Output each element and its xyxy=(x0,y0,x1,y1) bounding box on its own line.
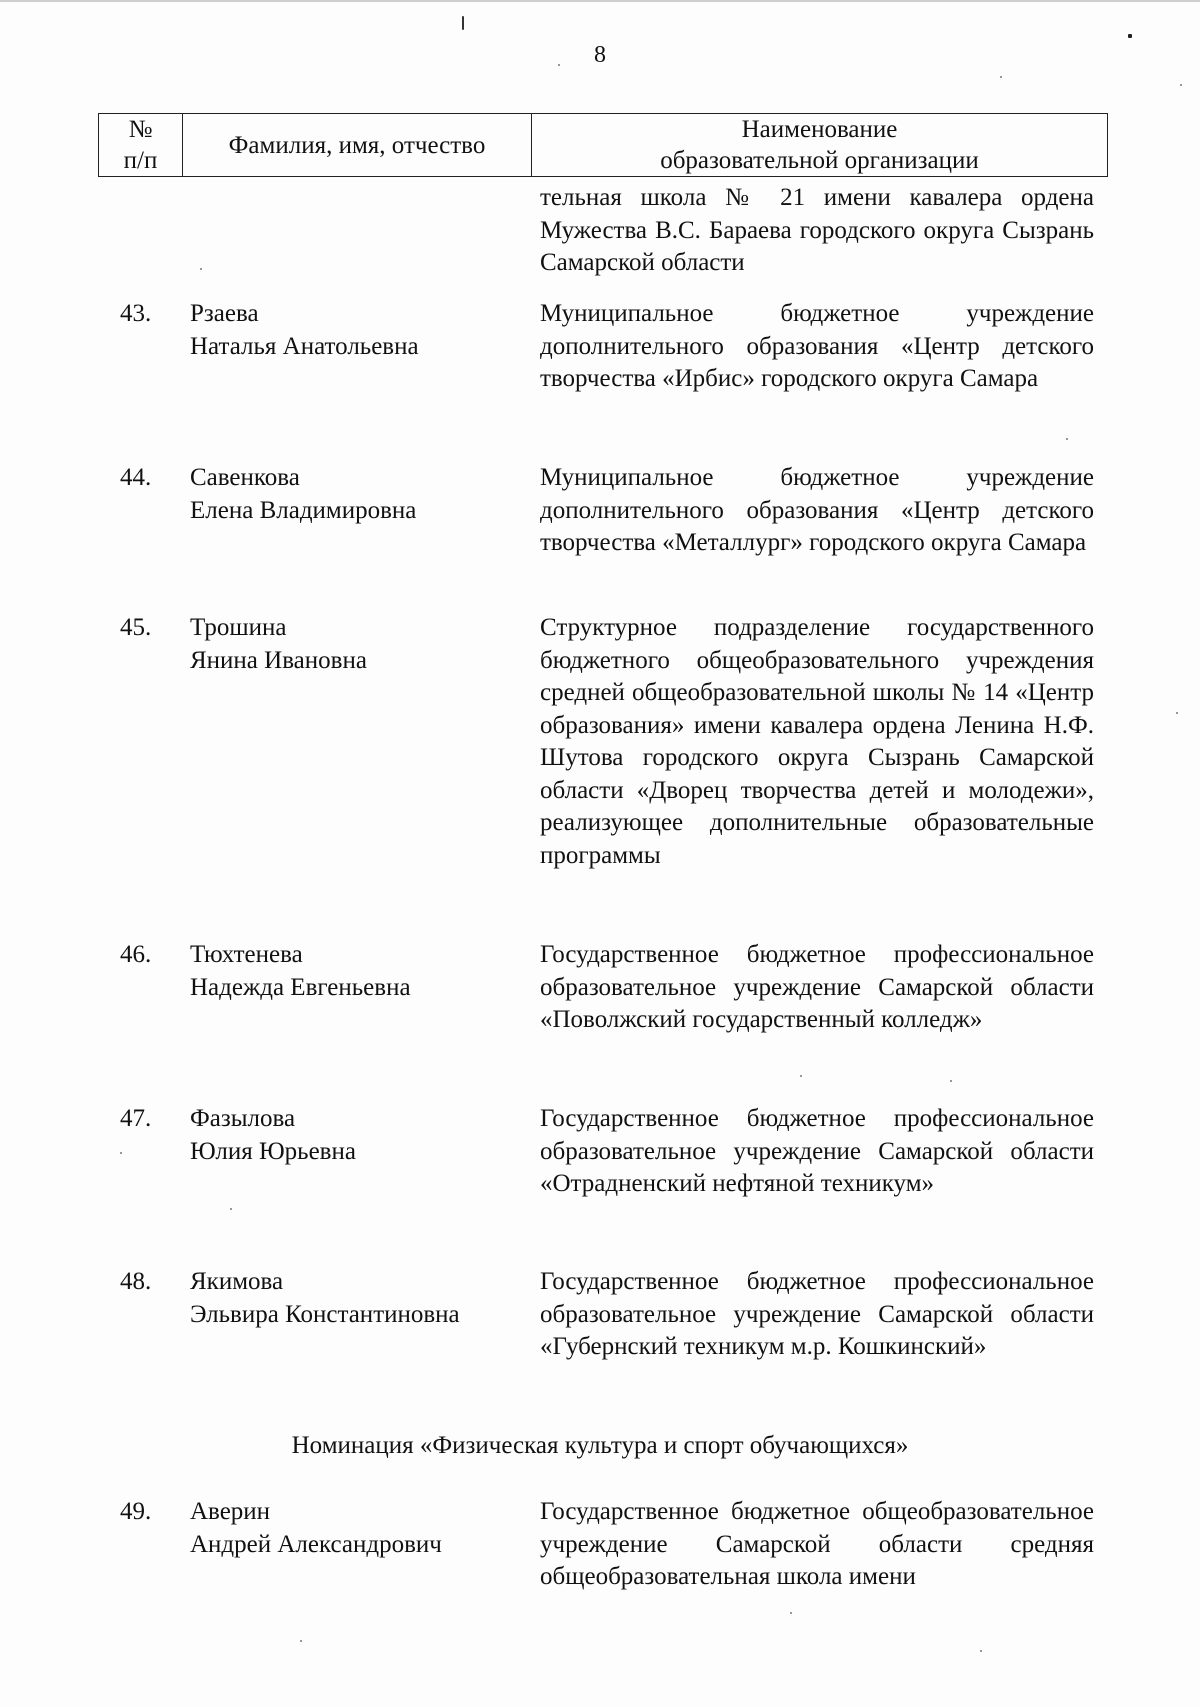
organization-name: Муниципальное бюджетное учреждение дополнительного образования «Центр детского творчества «Металлург» городского округа Самара xyxy=(540,464,1094,556)
header-org-label-line1: Наименование xyxy=(741,116,898,143)
row-number: 49. xyxy=(120,1498,152,1525)
scan-artifact xyxy=(120,1152,122,1154)
person-surname: Фазылова xyxy=(190,1105,296,1132)
person-surname: Тюхтенева xyxy=(190,941,303,968)
scan-artifact xyxy=(300,1640,302,1642)
nomination-heading: Номинация «Физическая культура и спорт обучающихся» xyxy=(291,1432,909,1459)
row-number: 47. xyxy=(120,1105,152,1132)
header-org-cell xyxy=(532,114,1108,177)
header-name-label: Фамилия, имя, отчество xyxy=(228,131,486,159)
row-number: 45. xyxy=(120,614,152,641)
person-surname: Трошина xyxy=(190,614,287,641)
person-name xyxy=(190,298,530,363)
scan-artifact xyxy=(980,1650,982,1652)
row-number: 44. xyxy=(120,464,152,491)
header-number-symbol: № xyxy=(128,116,153,143)
person-name xyxy=(190,1496,530,1561)
person-given-names: Юлия Юрьевна xyxy=(190,1137,356,1165)
person-name xyxy=(190,1266,530,1331)
organization-name: Структурное подразделение государственного бюджетного общеобразовательного учреждения средней общеобразовательной школы № 14 «Центр образования» имени кавалера ордена Ленина Н.Ф. Шутова городского округа Сызрань Самарской области «Дворец творчества детей и молодежи», реализующее дополнительные образовательные программы xyxy=(540,614,1094,869)
person-given-names: Янина Ивановна xyxy=(190,646,367,674)
scan-artifact xyxy=(200,268,202,270)
organization-name: Государственное бюджетное профессиональное образовательное учреждение Самарской области «Отрадненский нефтяной техникум» xyxy=(540,1105,1094,1197)
continuation-org: тельная школа № 21 имени кавалера ордена Мужества В.С. Бараева городского округа Сызрань Самарской области xyxy=(540,184,1094,276)
scan-artifact xyxy=(800,1075,802,1077)
row-number: 46. xyxy=(120,941,152,968)
person-name xyxy=(190,1103,530,1168)
header-number-label: п/п xyxy=(123,147,158,174)
person-name xyxy=(190,939,530,1004)
scan-artifact xyxy=(230,1208,232,1210)
organization-name: Государственное бюджетное профессиональное образовательное учреждение Самарской области «Поволжский государственный колледж» xyxy=(540,941,1094,1033)
person-surname: Рзаева xyxy=(190,300,259,327)
person-given-names: Надежда Евгеньевна xyxy=(190,973,411,1001)
person-surname: Савенкова xyxy=(190,464,300,491)
scan-artifact xyxy=(1066,438,1068,440)
scan-artifact xyxy=(1176,712,1178,714)
person-name xyxy=(190,462,530,527)
row-number: 43. xyxy=(120,300,152,327)
scan-artifact xyxy=(1128,34,1132,38)
row-number: 48. xyxy=(120,1268,152,1295)
organization-name: Государственное бюджетное общеобразовательное учреждение Самарской области средняя общеобразовательная школа имени xyxy=(540,1498,1094,1590)
person-surname: Якимова xyxy=(190,1268,284,1295)
scan-artifact xyxy=(1000,76,1002,78)
scan-artifact xyxy=(950,1080,952,1082)
scan-artifact xyxy=(558,64,560,66)
header-number-cell xyxy=(99,114,183,177)
person-given-names: Елена Владимировна xyxy=(190,496,417,524)
organization-name: Государственное бюджетное профессиональное образовательное учреждение Самарской области «Губернский техникум м.р. Кошкинский» xyxy=(540,1268,1094,1360)
scan-artifact xyxy=(790,1612,792,1614)
person-surname: Аверин xyxy=(190,1498,271,1525)
scan-top-edge xyxy=(0,0,1200,2)
page-number: 8 xyxy=(594,42,606,68)
scan-artifact xyxy=(462,16,464,30)
table-header xyxy=(98,113,1108,177)
header-name-cell xyxy=(183,114,532,177)
person-given-names: Наталья Анатольевна xyxy=(190,332,419,360)
person-given-names: Эльвира Константиновна xyxy=(190,1300,460,1328)
scan-artifact xyxy=(1180,84,1182,86)
person-given-names: Андрей Александрович xyxy=(190,1530,442,1558)
organization-name: Муниципальное бюджетное учреждение дополнительного образования «Центр детского творчества «Ирбис» городского округа Самара xyxy=(540,300,1094,392)
header-org-label-line2: образовательной организации xyxy=(660,147,979,174)
person-name xyxy=(190,612,530,677)
